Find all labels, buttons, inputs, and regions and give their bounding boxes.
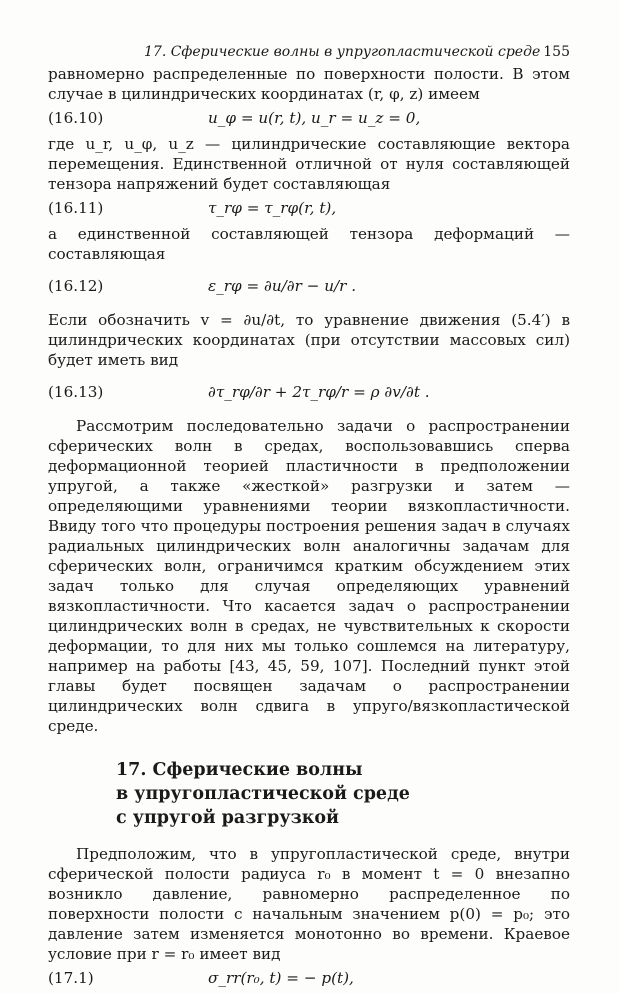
paragraph: а единственной составляющей тензора деформаций — составляющая xyxy=(48,225,570,263)
section-heading-line: 17. Сферические волны xyxy=(116,760,363,780)
page-header xyxy=(48,38,570,64)
equation-number: (16.10) xyxy=(48,109,104,127)
equation-formula: ∂τ_rφ/∂r + 2τ_rφ/r = ρ ∂v/∂t . xyxy=(208,383,430,401)
equation-formula: τ_rφ = τ_rφ(r, t), xyxy=(208,199,337,217)
paragraph: равномерно распределенные по поверхности полости. В этом случае в цилиндрических координатах (r, φ, z) имеем xyxy=(48,65,570,103)
paragraph: Рассмотрим последовательно задачи о распространении сферических волн в средах, воспользовавшись сперва деформационной теорией пластичности в предположении упругой, а также «жесткой» разгрузки и затем — определяющими уравнениями теории вязкопластичности. Ввиду того что процедуры построения решения задач в случаях радиальных цилиндрических волн аналогичны задачам для сферических волн, ограничимся кратким обсуждением этих задач только для случая определяющих уравнений вязкопластичности. Что касается задач о распространении цилиндрических волн в средах, не чувствительных к скорости деформации, то для них мы только сошлемся на литературу, например на работы [43, 45, 59, 107]. Последний пункт этой главы будет посвящен задачам о распространении цилиндрических волн сдвига в упруго/вязкопластической среде. xyxy=(48,417,570,735)
equation-number: (16.12) xyxy=(48,277,104,295)
equation-number: (16.13) xyxy=(48,383,104,401)
equation-formula: ε_rφ = ∂u/∂r − u/r . xyxy=(208,277,357,295)
section-heading-line: с упругой разгрузкой xyxy=(116,808,340,828)
equation-formula: u_φ = u(r, t), u_r = u_z = 0, xyxy=(208,109,421,127)
page-number: 155 xyxy=(543,44,570,60)
equation-16-12 xyxy=(48,264,570,310)
document-page xyxy=(48,38,570,994)
section-heading xyxy=(116,758,570,830)
equation-number: (16.11) xyxy=(48,199,104,217)
equation-number: (17.1) xyxy=(48,969,94,987)
running-title: 17. Сферические волны в упругопластической среде xyxy=(144,44,541,60)
equation-formula: σ_rr(r₀, t) = − p(t), xyxy=(208,969,354,987)
equation-16-13 xyxy=(48,370,570,416)
paragraph: Предположим, что в упругопластической среде, внутри сферической полости радиуса r₀ в момент t = 0 внезапно возникло давление, равномерно распределенное по поверхности полости с начальным значением p(0) = p₀; это давление затем изменяется монотонно во времени. Краевое условие при r = r₀ имеет вид xyxy=(48,845,570,963)
section-heading-line: в упругопластической среде xyxy=(116,784,410,804)
paragraph: где u_r, u_φ, u_z — цилиндрические составляющие вектора перемещения. Единственной отличной от нуля составляющей тензора напряжений будет составляющая xyxy=(48,135,570,193)
equation-17-1 xyxy=(48,964,570,994)
equation-16-10 xyxy=(48,104,570,134)
equation-16-11 xyxy=(48,194,570,224)
paragraph: Если обозначить v = ∂u/∂t, то уравнение движения (5.4′) в цилиндрических координатах (при отсутствии массовых сил) будет иметь вид xyxy=(48,311,570,369)
